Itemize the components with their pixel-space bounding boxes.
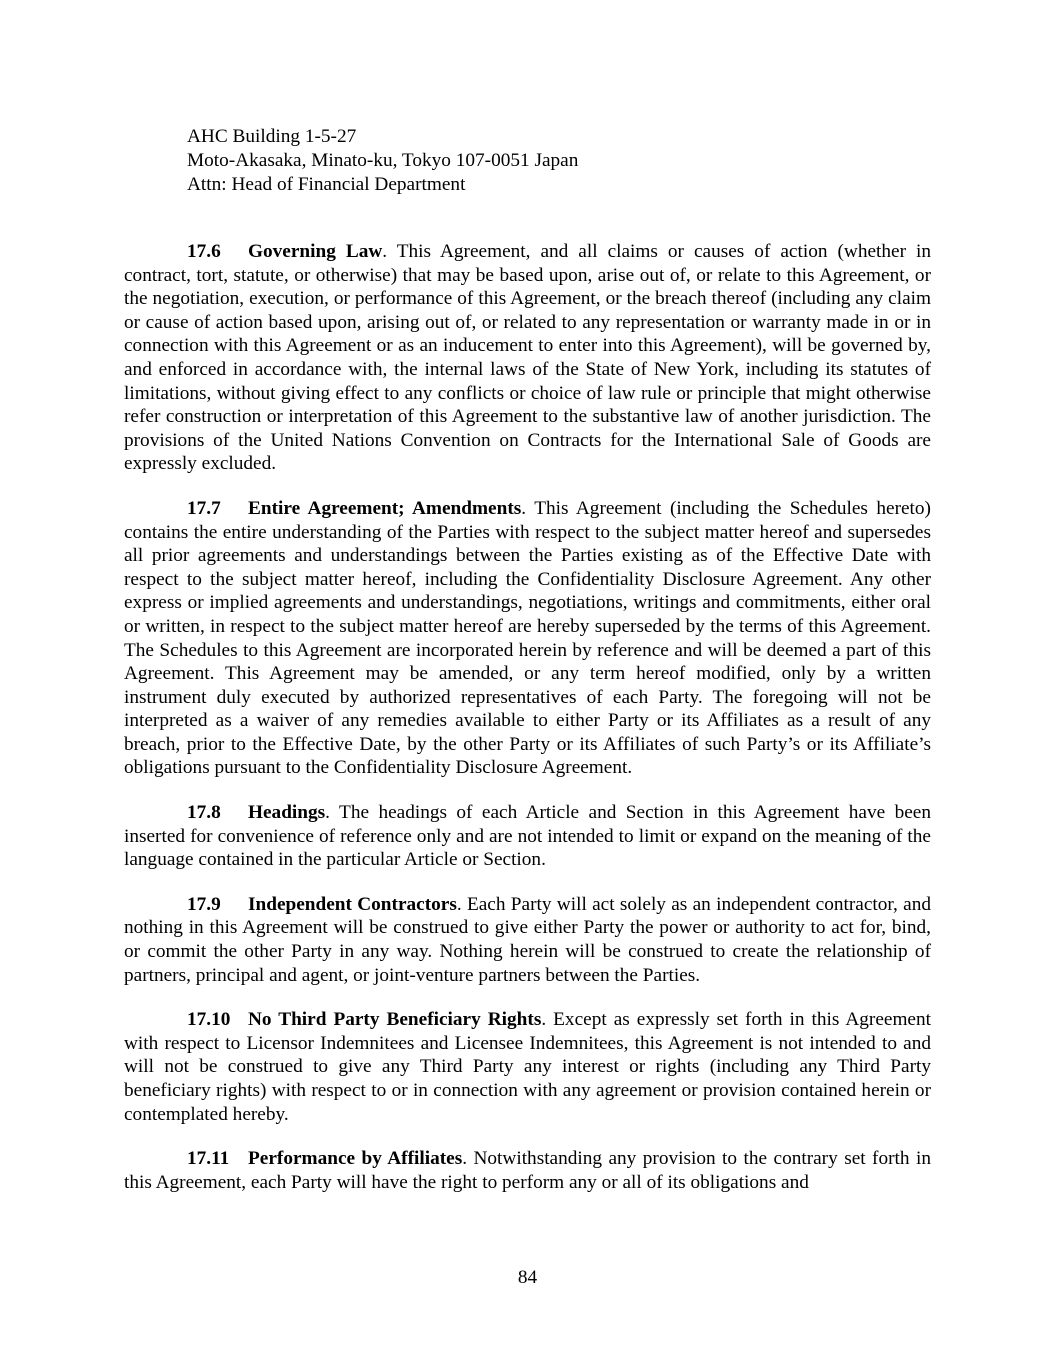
section-number: 17.11 bbox=[187, 1148, 230, 1170]
address-block bbox=[187, 125, 578, 197]
sections-container bbox=[124, 240, 931, 1215]
section-number: 17.9 bbox=[187, 893, 221, 915]
section-17-11 bbox=[124, 1147, 931, 1194]
section-number: 17.7 bbox=[187, 497, 221, 519]
section-number: 17.10 bbox=[187, 1009, 231, 1031]
address-line-attention: Attn: Head of Financial Department bbox=[187, 174, 466, 195]
section-title: Headings bbox=[248, 802, 326, 824]
section-body: . Except as expressly set forth in this Agreement with respect to Licensor Indemnitees and Licensee Indemnitees, this Agreement is not intended to and will not be construed to give any Third Party any interest or rights (including any Third Party beneficiary rights) with respect to or in connection with any agreement or provision contained herein or contemplated hereby. bbox=[124, 1009, 931, 1125]
section-title: No Third Party Beneficiary Rights bbox=[248, 1009, 542, 1031]
section-body: . The headings of each Article and Section in this Agreement have been inserted for convenience of reference only and are not intended to limit or expand on the meaning of the language contained in the particular Article or Section. bbox=[124, 802, 931, 871]
section-title: Independent Contractors bbox=[248, 893, 457, 915]
section-body: . This Agreement, and all claims or causes of action (whether in contract, tort, statute, or otherwise) that may be based upon, arise out of, or relate to this Agreement, or the negotiation, execution, or performance of this Agreement, or the breach thereof (including any claim or cause of action based upon, arising out of, or related to any representation or warranty made in or in connection with this Agreement or as an inducement to enter into this Agreement), will be governed by, and enforced in accordance with, the internal laws of the State of New York, including its statutes of limitations, without giving effect to any conflicts or choice of law rule or principle that might otherwise refer construction or interpretation of this Agreement to the substantive law of another jurisdiction. The provisions of the United Nations Convention on Contracts for the International Sale of Goods are expressly excluded. bbox=[124, 241, 932, 475]
section-title: Performance by Affiliates bbox=[248, 1148, 463, 1170]
section-17-10 bbox=[124, 1008, 931, 1126]
section-title: Governing Law bbox=[248, 241, 383, 262]
page-number: 84 bbox=[517, 1267, 538, 1288]
section-17-9 bbox=[124, 893, 931, 987]
section-body: . This Agreement (including the Schedules hereto) contains the entire understanding of the Parties with respect to the subject matter hereof and supersedes all prior agreements and understandings between the Parties existing as of the Effective Date with respect to the subject matter hereof, including the Confidentiality Disclosure Agreement. Any other express or implied agreements and understandings, negotiations, writings and commitments, either oral or written, in respect to the subject matter hereof are hereby superseded by the terms of this Agreement. The Schedules to this Agreement are incorporated herein by reference and will be deemed a part of this Agreement. This Agreement may be amended, or any term hereof modified, only by a written instrument duly executed by authorized representatives of each Party. The foregoing will not be interpreted as a waiver of any remedies available to either Party or its Affiliates as a result of any breach, prior to the Effective Date, by the other Party or its Affiliates of such Party’s or its Affiliate’s obligations pursuant to the Confidentiality Disclosure Agreement. bbox=[124, 497, 931, 779]
section-17-7 bbox=[124, 497, 931, 780]
section-17-8 bbox=[124, 801, 931, 872]
address-line-city: Moto-Akasaka, Minato-ku, Tokyo 107-0051 Japan bbox=[187, 150, 579, 171]
section-number: 17.8 bbox=[187, 802, 221, 824]
section-body: . Each Party will act solely as an independent contractor, and nothing in this Agreement will be construed to give either Party the power or authority to act for, bind, or commit the other Party in any way. Nothing herein will be construed to create the relationship of partners, principal and agent, or joint-venture partners between the Parties. bbox=[124, 893, 931, 986]
address-line-building: AHC Building 1-5-27 bbox=[187, 126, 357, 147]
section-title: Entire Agreement; Amendments bbox=[248, 497, 522, 519]
section-body: . Notwithstanding any provision to the contrary set forth in this Agreement, each Party will have the right to perform any or all of its obligations and bbox=[124, 1148, 931, 1193]
section-17-6 bbox=[124, 240, 931, 476]
section-number: 17.6 bbox=[187, 241, 221, 262]
